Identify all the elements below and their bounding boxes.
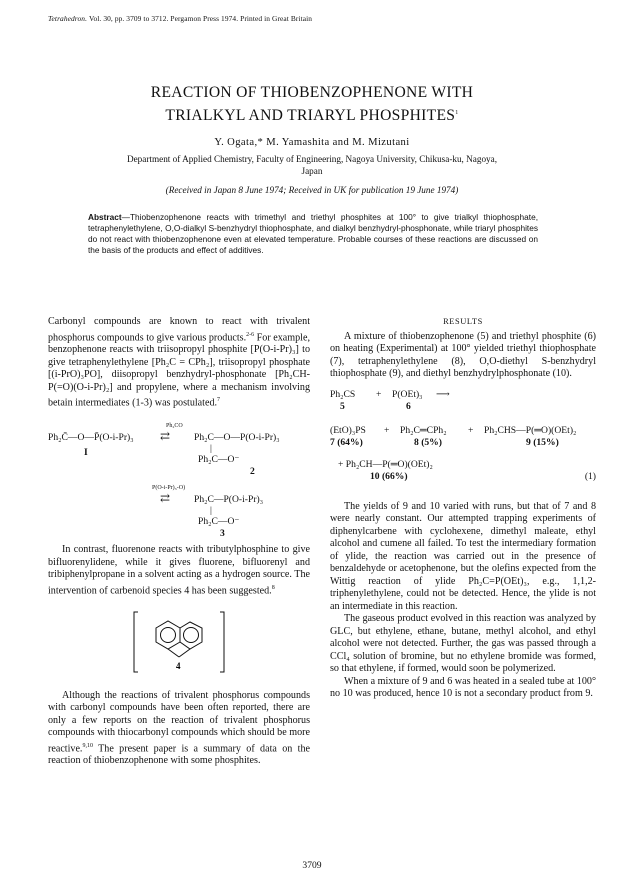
equation-number: (1) <box>584 470 596 482</box>
eq-label-5: 5 <box>340 400 345 412</box>
ref-7: 7 <box>217 397 221 404</box>
title-line-1: REACTION OF THIOBENZOPHENONE WITH <box>150 84 474 101</box>
eq-yield-7: 7 (64%) <box>330 436 363 448</box>
intro-text-1: Carbonyl compounds are known to react with trivalent phosphorus compounds to give various products. <box>48 316 310 343</box>
affiliation <box>90 153 534 177</box>
abstract-text: —Thiobenzophenone reacts with trimethyl and triethyl phosphites at 100° to give trialkyl thiophosphate, tetraphenylethylene, O,O-dialkyl S-benzhydryl thiophosphate, and dialkyl benzhydryl-phosphonate, while triaryl phosphites do not react with thiobenzophenone even at elevated temperature. Probable courses of these reactions are discussed on the basis of the products and effect of additives. <box>88 212 538 256</box>
ref-8: 8 <box>271 584 275 591</box>
eq-yield-8: 8 (5%) <box>414 436 442 448</box>
bond-line-1: | <box>210 443 212 455</box>
author-list: Y. Ogata,* M. Yamashita and M. Mizutani <box>214 137 410 148</box>
right-column <box>330 316 596 701</box>
motivation-text-1: Although the reactions of trivalent phosphorus compounds with carbonyl compounds have been often reported, there are only a few reports on the reaction of trivalent phosphorus compounds with thiocarbonyl compounds which should be more reactive. <box>48 689 310 754</box>
carbenoid-structure <box>48 606 310 680</box>
received-dates: (Received in Japan 8 June 1974; Received in UK for publication 19 June 1974) <box>165 185 459 195</box>
scheme-compound-3-lower: Ph₂C—O⁻ <box>198 516 240 528</box>
equilibrium-arrow-2: ⇄ <box>160 491 171 506</box>
equilibrium-arrow-1: ⇄ <box>160 429 171 444</box>
journal-name: Tetrahedron. <box>48 14 88 23</box>
scheme-compound-3: Ph₂C—P(O-i-Pr)₃ <box>194 494 264 506</box>
title-footnote-ref: 1 <box>455 110 459 116</box>
scheme-compound-2-lower: Ph₂C—O⁻ <box>198 454 240 466</box>
article-title <box>0 83 624 126</box>
eq-plus-1: + <box>376 388 382 400</box>
betain-scheme <box>48 416 310 540</box>
scheme-reagent-2: P(O-i-Pr)₃-O) <box>152 485 186 492</box>
compound-label-2: 2 <box>250 466 255 478</box>
eq-arrow: ⟶ <box>436 388 450 400</box>
eq-reactant-1: Ph₂CS <box>330 388 356 400</box>
ref-9-10: 9,10 <box>82 742 93 749</box>
fluorenylidene-structure-icon <box>48 606 310 680</box>
eq-product-9: Ph₂CHS—P(═O)(OEt)₂ <box>484 424 577 436</box>
eq-product-7: (EtO)₃PS <box>330 424 366 436</box>
ref-2-6: 2-6 <box>246 331 255 338</box>
eq-reactant-2: P(OEt)₃ <box>392 388 423 400</box>
eq-plus-3: + <box>468 424 474 436</box>
scheme-compound-2: Ph₂C—O—P(O-i-Pr)₃ <box>194 432 280 444</box>
journal-citation: Vol. 30, pp. 3709 to 3712. Pergamon Press 1974. Printed in Great Britain <box>89 14 313 23</box>
motivation-paragraph <box>48 690 310 768</box>
compound-label-1: I <box>84 447 88 459</box>
eq-label-6: 6 <box>406 400 411 412</box>
intro-paragraph <box>48 316 310 410</box>
left-column <box>48 316 310 768</box>
reaction-equation-1 <box>330 387 596 491</box>
abstract-label: Abstract <box>88 212 122 222</box>
affiliation-line-1: Department of Applied Chemistry, Faculty of Engineering, Nagoya University, Chikusa-ku, Nagoya, <box>126 154 498 164</box>
title-line-2: TRIALKYL AND TRIARYL PHOSPHITES <box>165 107 456 125</box>
eq-product-10: + Ph₂CH—P(═O)(OEt)₂ <box>338 458 433 470</box>
eq-yield-10: 10 (66%) <box>370 470 408 482</box>
scheme-compound-1: Ph₂C̄—O—P̄(O-i-Pr)₃ <box>48 432 134 444</box>
affiliation-line-2: Japan <box>301 166 323 176</box>
results-paragraph-1: A mixture of thiobenzophenone (5) and triethyl phosphite (6) on heating (Experimental) at 100° yielded triethyl thiophosphate (7), tetraphenylethylene (8), O,O-diethyl S-benzhydryl thiophosphate (9), and diethyl benzhydrylphosphonate (10). <box>330 330 596 379</box>
eq-plus-2: + <box>384 424 390 436</box>
bond-line-2: | <box>210 505 212 517</box>
abstract <box>88 212 538 256</box>
compound-label-3: 3 <box>220 528 225 540</box>
page-number: 3709 <box>302 860 322 871</box>
motivation-text-2: The present paper is a summary of data on the reaction of thiobenzophenone with some phosphites. <box>48 742 310 767</box>
scheme-reagent-1: Ph₂CO <box>166 423 183 430</box>
fluorenone-text: In contrast, fluorenone reacts with tributylphosphine to give bifluorenylidene, while it gives fluorene, bifluorenyl and tribiphenylpropane in a solvent acting as a hydrogen source. The intervention of carbenoid species 4 has been suggested. <box>48 544 310 597</box>
fluorenone-paragraph <box>48 544 310 597</box>
compound-label-4: 4 <box>176 660 181 671</box>
intro-text-2: For example, benzophenone reacts with triisopropyl phosphite [P(O-i-Pr)₃] to give tetraphenylethylene [Ph₂C = CPh₂], triisopropyl phosphate [(i-PrO)₃PO], diisopropyl benzhydryl-phosphonate [Ph₂CH-P(=O)(O-i-Pr)₂] and propylene, where a mechanism involving betain intermediates (1-3) was postulated. <box>48 331 310 409</box>
results-heading: RESULTS <box>443 317 483 326</box>
eq-product-8: Ph₂C═CPh₂ <box>400 424 447 436</box>
results-paragraph-4: When a mixture of 9 and 6 was heated in a sealed tube at 100° no 10 was produced, hence 10 is not a secondary product from 9. <box>330 675 596 699</box>
results-paragraph-3: The gaseous product evolved in this reaction was analyzed by GLC, but ethylene, ethane, butane, methyl alcohol, and ethyl alcohol were not detected. Further, the gas was passed through a CCl₄ solution of bromine, but no ethylene bromide was formed, so that ethylene, if formed, would soon be polymerized. <box>330 613 596 674</box>
results-paragraph-2: The yields of 9 and 10 varied with runs, but that of 7 and 8 were nearly constant. Our attempted trapping experiments of diphenylcarbene with cyclohexene, dimethyl maleate, ethyl alcohol and cumene all failed. To test the intermediary formation of ylide, the reaction was carried out in the presence of benzaldehyde or acetophenone, but the olefins expected from the Wittig reaction of ylide Ph₂C=P(OEt)₃, e.g., 1,1,2-triphenylethylene, could not be detected. Hence, the ylide is not an intermediate in this reaction. <box>330 500 596 612</box>
journal-header <box>48 14 312 23</box>
eq-yield-9: 9 (15%) <box>526 436 559 448</box>
